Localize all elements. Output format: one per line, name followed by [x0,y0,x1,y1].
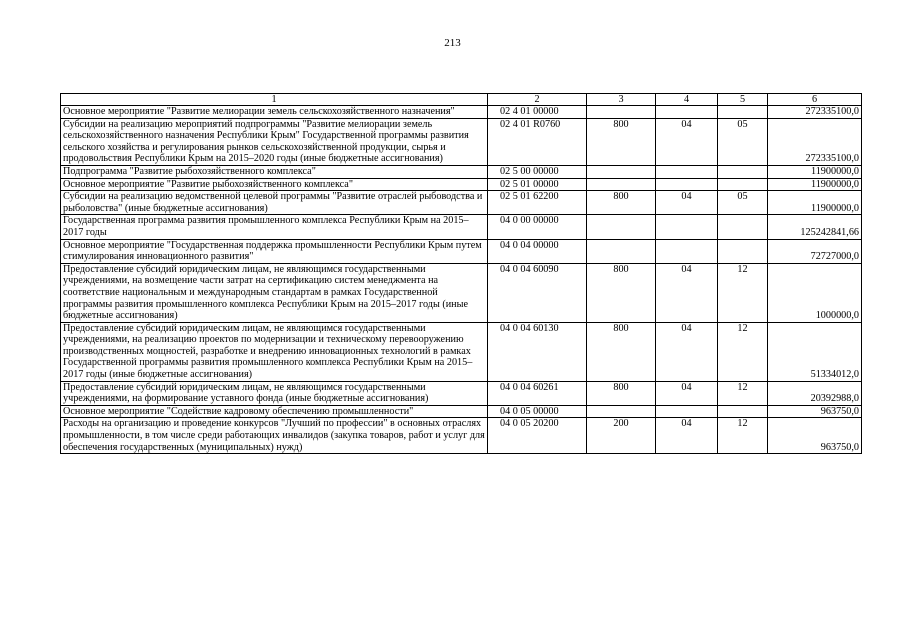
row-code-cell: 04 0 00 00000 [488,215,587,239]
row-section-cell [656,178,718,191]
table-header-row [61,94,862,106]
row-subsection-cell: 05 [718,118,768,165]
row-section-cell [656,106,718,119]
row-section-cell: 04 [656,191,718,215]
row-sum-cell: 1000000,0 [768,263,862,322]
row-code-cell: 02 4 01 00000 [488,106,587,119]
row-section-cell: 04 [656,118,718,165]
table-row [61,106,862,119]
row-expense-type-cell [587,178,656,191]
row-sum-cell: 72727000,0 [768,239,862,263]
table-row [61,381,862,405]
table-row [61,118,862,165]
row-section-cell: 04 [656,263,718,322]
column-header: 6 [768,94,862,106]
row-expense-type-cell: 800 [587,381,656,405]
row-sum-cell: 125242841,66 [768,215,862,239]
page-number: 213 [444,37,461,49]
row-sum-cell: 11900000,0 [768,191,862,215]
row-sum-cell: 51334012,0 [768,322,862,381]
row-code-cell: 02 5 00 00000 [488,165,587,178]
row-sum-cell: 20392988,0 [768,381,862,405]
row-subsection-cell [718,165,768,178]
column-header: 5 [718,94,768,106]
row-subsection-cell: 12 [718,381,768,405]
row-expense-type-cell: 800 [587,322,656,381]
table-row [61,322,862,381]
row-code-cell: 02 4 01 R0760 [488,118,587,165]
row-name-cell: Государственная программа развития промышленного комплекса Республики Крым на 2015–2017 годы [61,215,488,239]
column-header: 1 [61,94,488,106]
table-row [61,215,862,239]
row-name-cell: Предоставление субсидий юридическим лицам, не являющимся государственными учреждениями, на формирование уставного фонда (иные бюджетные ассигнования) [61,381,488,405]
row-code-cell: 04 0 04 60130 [488,322,587,381]
row-sum-cell: 272335100,0 [768,106,862,119]
column-header: 4 [656,94,718,106]
row-name-cell: Основное мероприятие "Содействие кадровому обеспечению промышленности" [61,405,488,418]
row-subsection-cell: 12 [718,263,768,322]
row-code-cell: 04 0 04 60261 [488,381,587,405]
table-row [61,239,862,263]
row-name-cell: Субсидии на реализацию ведомственной целевой программы "Развитие отраслей рыбоводства и рыболовства" (иные бюджетные ассигнования) [61,191,488,215]
row-sum-cell: 272335100,0 [768,118,862,165]
row-name-cell: Предоставление субсидий юридическим лицам, не являющимся государственными учреждениями, на реализацию проектов по модернизации и техническому перевооружению производственных мощностей, разработке и внедрению инновационных технологий в рамках Государственной программы развития промышленного комплекса Республики Крым на 2015–2017 годы (иные бюджетные ассигнования) [61,322,488,381]
row-subsection-cell [718,178,768,191]
row-section-cell [656,239,718,263]
column-header: 3 [587,94,656,106]
row-section-cell: 04 [656,322,718,381]
table-row [61,191,862,215]
row-section-cell [656,405,718,418]
row-code-cell: 04 0 04 60090 [488,263,587,322]
row-section-cell [656,215,718,239]
row-expense-type-cell: 800 [587,191,656,215]
row-code-cell: 02 5 01 00000 [488,178,587,191]
row-expense-type-cell [587,239,656,263]
row-sum-cell: 963750,0 [768,418,862,454]
row-expense-type-cell [587,405,656,418]
table-row [61,165,862,178]
row-sum-cell: 963750,0 [768,405,862,418]
row-subsection-cell [718,106,768,119]
row-section-cell: 04 [656,418,718,454]
column-header: 2 [488,94,587,106]
row-code-cell: 04 0 04 00000 [488,239,587,263]
row-expense-type-cell [587,106,656,119]
table-row [61,263,862,322]
row-subsection-cell [718,215,768,239]
row-expense-type-cell [587,215,656,239]
row-expense-type-cell: 800 [587,263,656,322]
row-name-cell: Основное мероприятие "Государственная поддержка промышленности Республики Крым путем стимулирования инновационного развития" [61,239,488,263]
row-name-cell: Предоставление субсидий юридическим лицам, не являющимся государственными учреждениями, на возмещение части затрат на сертификацию систем менеджмента на соответствие национальным и международным стандартам в рамках Государственной программы развития промышленного комплекса Республики Крым на 2015–2017 годы (иные бюджетные ассигнования) [61,263,488,322]
row-subsection-cell: 05 [718,191,768,215]
row-section-cell [656,165,718,178]
table-row [61,418,862,454]
row-name-cell: Основное мероприятие "Развитие мелиорации земель сельскохозяйственного назначения" [61,106,488,119]
table-row [61,405,862,418]
row-name-cell: Расходы на организацию и проведение конкурсов "Лучший по профессии" в основных отраслях промышленности, в том числе среди работающих инвалидов (закупка товаров, работ и услуг для обеспечения государственных (муниципальных) нужд) [61,418,488,454]
row-name-cell: Подпрограмма "Развитие рыбохозяйственного комплекса" [61,165,488,178]
row-subsection-cell [718,239,768,263]
row-subsection-cell [718,405,768,418]
row-expense-type-cell: 800 [587,118,656,165]
row-section-cell: 04 [656,381,718,405]
row-expense-type-cell: 200 [587,418,656,454]
table-row [61,178,862,191]
row-name-cell: Субсидии на реализацию мероприятий подпрограммы "Развитие мелиорации земель сельскохозяйственного назначения Республики Крым" Государственной программы развития сельского хозяйства и регулирования рынков сельскохозяйственной продукции, сырья и продовольствия Республики Крым на 2015–2020 годы (иные бюджетные ассигнования) [61,118,488,165]
row-code-cell: 02 5 01 62200 [488,191,587,215]
row-code-cell: 04 0 05 20200 [488,418,587,454]
row-subsection-cell: 12 [718,322,768,381]
row-code-cell: 04 0 05 00000 [488,405,587,418]
budget-table [60,93,862,454]
row-sum-cell: 11900000,0 [768,178,862,191]
row-expense-type-cell [587,165,656,178]
row-subsection-cell: 12 [718,418,768,454]
row-name-cell: Основное мероприятие "Развитие рыбохозяйственного комплекса" [61,178,488,191]
row-sum-cell: 11900000,0 [768,165,862,178]
